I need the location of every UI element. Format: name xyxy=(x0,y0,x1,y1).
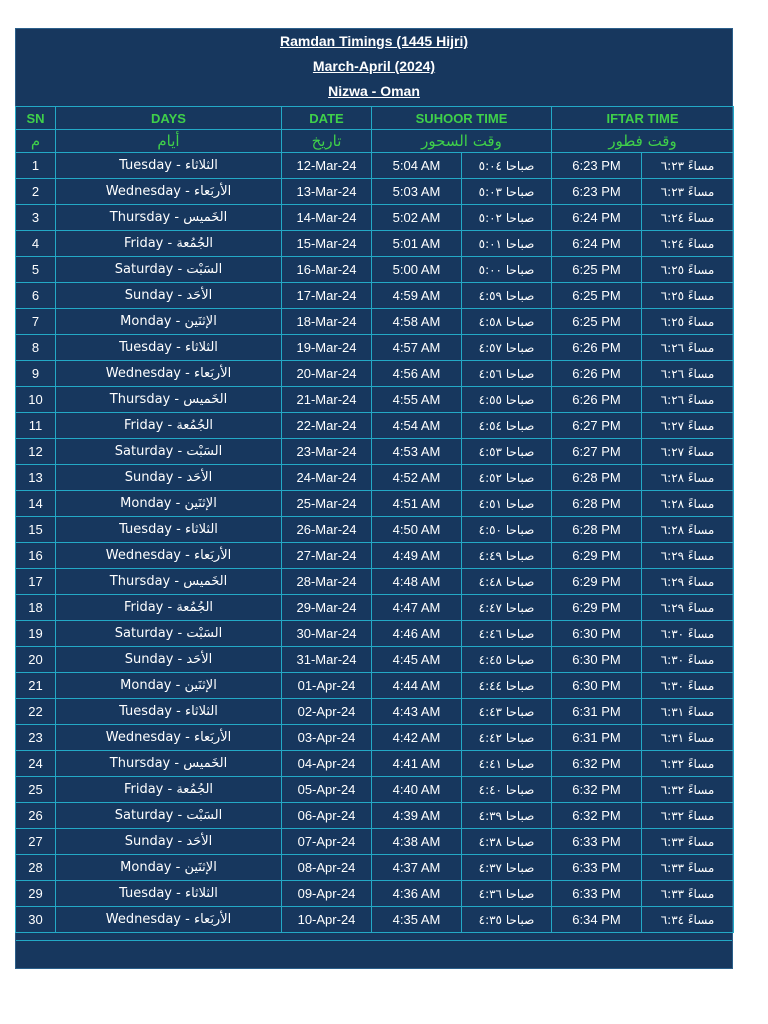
cell-day: Friday - الجُمُعة xyxy=(56,777,282,803)
cell-suhoor: 4:39 AM xyxy=(372,803,462,829)
cell-suhoor-ar: صباحا ٥:٠٣ xyxy=(462,179,552,205)
table-row xyxy=(16,231,734,257)
cell-suhoor-ar: صباحا ٤:٤٤ xyxy=(462,673,552,699)
cell-sn: 7 xyxy=(16,309,56,335)
cell-date: 14-Mar-24 xyxy=(282,205,372,231)
cell-suhoor: 4:58 AM xyxy=(372,309,462,335)
cell-iftar: 6:23 PM xyxy=(552,179,642,205)
cell-suhoor-ar: صباحا ٤:٣٩ xyxy=(462,803,552,829)
table-row xyxy=(16,569,734,595)
cell-suhoor-ar: صباحا ٤:٤٩ xyxy=(462,543,552,569)
cell-sn: 6 xyxy=(16,283,56,309)
page-subtitle: March-April (2024) xyxy=(312,58,436,74)
cell-day: Friday - الجُمُعة xyxy=(56,595,282,621)
cell-sn: 21 xyxy=(16,673,56,699)
cell-day: Sunday - الأحَد xyxy=(56,465,282,491)
cell-iftar-ar: مساءً ٦:٢٨ xyxy=(642,465,734,491)
cell-iftar-ar: مساءً ٦:٣٣ xyxy=(642,829,734,855)
timetable-sheet xyxy=(15,28,733,969)
cell-iftar: 6:30 PM xyxy=(552,673,642,699)
cell-iftar-ar: مساءً ٦:٣٣ xyxy=(642,881,734,907)
cell-suhoor: 4:44 AM xyxy=(372,673,462,699)
table-row xyxy=(16,361,734,387)
cell-sn: 2 xyxy=(16,179,56,205)
table-row xyxy=(16,647,734,673)
cell-suhoor: 4:48 AM xyxy=(372,569,462,595)
cell-iftar-ar: مساءً ٦:٣٢ xyxy=(642,803,734,829)
cell-day: Monday - الإثنَين xyxy=(56,855,282,881)
table-row xyxy=(16,309,734,335)
cell-iftar-ar: مساءً ٦:٢٧ xyxy=(642,439,734,465)
cell-iftar: 6:32 PM xyxy=(552,803,642,829)
cell-day: Friday - الجُمُعة xyxy=(56,413,282,439)
table-row xyxy=(16,153,734,179)
col-iftar-ar: وقت فطور xyxy=(552,130,734,153)
cell-date: 03-Apr-24 xyxy=(282,725,372,751)
cell-iftar: 6:30 PM xyxy=(552,621,642,647)
cell-sn: 10 xyxy=(16,387,56,413)
cell-sn: 16 xyxy=(16,543,56,569)
col-iftar: IFTAR TIME xyxy=(552,107,734,130)
cell-suhoor-ar: صباحا ٤:٤٦ xyxy=(462,621,552,647)
cell-iftar-ar: مساءً ٦:٢٩ xyxy=(642,543,734,569)
cell-suhoor: 4:45 AM xyxy=(372,647,462,673)
cell-iftar: 6:31 PM xyxy=(552,725,642,751)
cell-suhoor-ar: صباحا ٤:٥٨ xyxy=(462,309,552,335)
cell-day: Thursday - الخَميس xyxy=(56,569,282,595)
cell-iftar-ar: مساءً ٦:٢٤ xyxy=(642,205,734,231)
cell-iftar: 6:24 PM xyxy=(552,205,642,231)
cell-iftar-ar: مساءً ٦:٢٩ xyxy=(642,595,734,621)
cell-suhoor: 5:02 AM xyxy=(372,205,462,231)
cell-iftar-ar: مساءً ٦:٣١ xyxy=(642,699,734,725)
cell-iftar-ar: مساءً ٦:٣١ xyxy=(642,725,734,751)
table-row xyxy=(16,803,734,829)
table-row xyxy=(16,699,734,725)
cell-sn: 4 xyxy=(16,231,56,257)
cell-sn: 14 xyxy=(16,491,56,517)
col-days-ar: أيام xyxy=(56,130,282,153)
cell-day: Sunday - الأحَد xyxy=(56,829,282,855)
cell-date: 04-Apr-24 xyxy=(282,751,372,777)
cell-iftar-ar: مساءً ٦:٢٥ xyxy=(642,257,734,283)
cell-date: 15-Mar-24 xyxy=(282,231,372,257)
cell-date: 19-Mar-24 xyxy=(282,335,372,361)
cell-day: Thursday - الخَميس xyxy=(56,751,282,777)
table-row xyxy=(16,413,734,439)
cell-date: 22-Mar-24 xyxy=(282,413,372,439)
cell-day: Wednesday - الأربَعاء xyxy=(56,907,282,933)
title-block xyxy=(16,29,732,104)
cell-iftar: 6:26 PM xyxy=(552,361,642,387)
cell-suhoor-ar: صباحا ٤:٥٧ xyxy=(462,335,552,361)
table-row xyxy=(16,257,734,283)
cell-iftar: 6:33 PM xyxy=(552,855,642,881)
cell-suhoor: 4:55 AM xyxy=(372,387,462,413)
cell-sn: 28 xyxy=(16,855,56,881)
cell-sn: 1 xyxy=(16,153,56,179)
cell-sn: 22 xyxy=(16,699,56,725)
cell-iftar-ar: مساءً ٦:٢٧ xyxy=(642,413,734,439)
cell-suhoor-ar: صباحا ٤:٤٧ xyxy=(462,595,552,621)
cell-iftar: 6:30 PM xyxy=(552,647,642,673)
cell-date: 25-Mar-24 xyxy=(282,491,372,517)
cell-date: 26-Mar-24 xyxy=(282,517,372,543)
table-row xyxy=(16,829,734,855)
cell-suhoor-ar: صباحا ٥:٠٢ xyxy=(462,205,552,231)
cell-suhoor: 4:46 AM xyxy=(372,621,462,647)
cell-sn: 25 xyxy=(16,777,56,803)
table-row xyxy=(16,335,734,361)
cell-suhoor: 5:00 AM xyxy=(372,257,462,283)
cell-sn: 8 xyxy=(16,335,56,361)
location-label: Nizwa - Oman xyxy=(328,83,420,99)
cell-suhoor-ar: صباحا ٤:٣٥ xyxy=(462,907,552,933)
cell-sn: 27 xyxy=(16,829,56,855)
cell-sn: 9 xyxy=(16,361,56,387)
page-title: Ramdan Timings (1445 Hijri) xyxy=(279,33,468,49)
cell-suhoor: 4:52 AM xyxy=(372,465,462,491)
cell-suhoor: 4:53 AM xyxy=(372,439,462,465)
cell-sn: 23 xyxy=(16,725,56,751)
cell-date: 08-Apr-24 xyxy=(282,855,372,881)
cell-iftar: 6:27 PM xyxy=(552,439,642,465)
cell-iftar: 6:25 PM xyxy=(552,283,642,309)
table-row xyxy=(16,777,734,803)
cell-suhoor-ar: صباحا ٤:٥٦ xyxy=(462,361,552,387)
cell-iftar: 6:26 PM xyxy=(552,335,642,361)
cell-suhoor-ar: صباحا ٤:٣٨ xyxy=(462,829,552,855)
cell-date: 30-Mar-24 xyxy=(282,621,372,647)
cell-iftar-ar: مساءً ٦:٣٤ xyxy=(642,907,734,933)
table-row xyxy=(16,205,734,231)
cell-sn: 26 xyxy=(16,803,56,829)
cell-iftar: 6:33 PM xyxy=(552,829,642,855)
cell-iftar-ar: مساءً ٦:٣٢ xyxy=(642,777,734,803)
cell-suhoor-ar: صباحا ٤:٥٤ xyxy=(462,413,552,439)
cell-iftar: 6:29 PM xyxy=(552,595,642,621)
cell-date: 18-Mar-24 xyxy=(282,309,372,335)
cell-suhoor-ar: صباحا ٥:٠١ xyxy=(462,231,552,257)
cell-day: Thursday - الخَميس xyxy=(56,205,282,231)
cell-suhoor: 4:35 AM xyxy=(372,907,462,933)
cell-suhoor-ar: صباحا ٥:٠٠ xyxy=(462,257,552,283)
table-row xyxy=(16,179,734,205)
table-row xyxy=(16,751,734,777)
table-row xyxy=(16,907,734,933)
cell-date: 17-Mar-24 xyxy=(282,283,372,309)
cell-date: 23-Mar-24 xyxy=(282,439,372,465)
cell-iftar-ar: مساءً ٦:٢٨ xyxy=(642,517,734,543)
cell-iftar: 6:33 PM xyxy=(552,881,642,907)
cell-iftar-ar: مساءً ٦:٣٠ xyxy=(642,647,734,673)
cell-day: Thursday - الخَميس xyxy=(56,387,282,413)
cell-suhoor-ar: صباحا ٤:٥٢ xyxy=(462,465,552,491)
cell-suhoor: 4:50 AM xyxy=(372,517,462,543)
cell-sn: 12 xyxy=(16,439,56,465)
table-row xyxy=(16,881,734,907)
cell-iftar-ar: مساءً ٦:٢٩ xyxy=(642,569,734,595)
cell-suhoor: 4:43 AM xyxy=(372,699,462,725)
cell-day: Monday - الإثنَين xyxy=(56,309,282,335)
cell-sn: 29 xyxy=(16,881,56,907)
table-row xyxy=(16,621,734,647)
cell-sn: 19 xyxy=(16,621,56,647)
cell-day: Sunday - الأحَد xyxy=(56,283,282,309)
cell-date: 24-Mar-24 xyxy=(282,465,372,491)
cell-day: Saturday - السَبْت xyxy=(56,257,282,283)
cell-suhoor-ar: صباحا ٤:٤٨ xyxy=(462,569,552,595)
cell-sn: 30 xyxy=(16,907,56,933)
cell-suhoor: 4:38 AM xyxy=(372,829,462,855)
table-footer xyxy=(16,940,732,968)
table-row xyxy=(16,491,734,517)
cell-iftar: 6:34 PM xyxy=(552,907,642,933)
table-row xyxy=(16,673,734,699)
cell-iftar: 6:32 PM xyxy=(552,751,642,777)
cell-iftar: 6:31 PM xyxy=(552,699,642,725)
cell-date: 31-Mar-24 xyxy=(282,647,372,673)
cell-date: 10-Apr-24 xyxy=(282,907,372,933)
table-row xyxy=(16,465,734,491)
cell-sn: 13 xyxy=(16,465,56,491)
cell-iftar-ar: مساءً ٦:٢٦ xyxy=(642,387,734,413)
cell-iftar: 6:28 PM xyxy=(552,465,642,491)
cell-sn: 15 xyxy=(16,517,56,543)
cell-iftar-ar: مساءً ٦:٢٦ xyxy=(642,335,734,361)
cell-day: Wednesday - الأربَعاء xyxy=(56,543,282,569)
cell-suhoor: 4:49 AM xyxy=(372,543,462,569)
col-days: DAYS xyxy=(56,107,282,130)
table-row xyxy=(16,439,734,465)
col-date-ar: تاريخ xyxy=(282,130,372,153)
cell-iftar: 6:25 PM xyxy=(552,257,642,283)
cell-iftar: 6:24 PM xyxy=(552,231,642,257)
cell-suhoor: 4:36 AM xyxy=(372,881,462,907)
table-row xyxy=(16,855,734,881)
cell-iftar: 6:26 PM xyxy=(552,387,642,413)
table-row xyxy=(16,517,734,543)
cell-date: 02-Apr-24 xyxy=(282,699,372,725)
cell-suhoor-ar: صباحا ٤:٥٣ xyxy=(462,439,552,465)
cell-day: Tuesday - الثلاثاء xyxy=(56,881,282,907)
cell-day: Monday - الإثنَين xyxy=(56,673,282,699)
cell-iftar: 6:32 PM xyxy=(552,777,642,803)
cell-date: 09-Apr-24 xyxy=(282,881,372,907)
cell-date: 21-Mar-24 xyxy=(282,387,372,413)
cell-iftar-ar: مساءً ٦:٣٣ xyxy=(642,855,734,881)
col-date: DATE xyxy=(282,107,372,130)
cell-iftar: 6:28 PM xyxy=(552,491,642,517)
cell-suhoor: 4:37 AM xyxy=(372,855,462,881)
cell-suhoor-ar: صباحا ٤:٣٦ xyxy=(462,881,552,907)
table-row xyxy=(16,595,734,621)
cell-day: Friday - الجُمُعة xyxy=(56,231,282,257)
cell-date: 12-Mar-24 xyxy=(282,153,372,179)
cell-day: Tuesday - الثلاثاء xyxy=(56,699,282,725)
cell-iftar: 6:27 PM xyxy=(552,413,642,439)
cell-suhoor-ar: صباحا ٤:٥١ xyxy=(462,491,552,517)
cell-suhoor: 4:56 AM xyxy=(372,361,462,387)
cell-day: Tuesday - الثلاثاء xyxy=(56,335,282,361)
cell-suhoor-ar: صباحا ٥:٠٤ xyxy=(462,153,552,179)
cell-sn: 18 xyxy=(16,595,56,621)
cell-sn: 11 xyxy=(16,413,56,439)
cell-suhoor: 4:59 AM xyxy=(372,283,462,309)
cell-suhoor-ar: صباحا ٤:٥٥ xyxy=(462,387,552,413)
cell-date: 27-Mar-24 xyxy=(282,543,372,569)
cell-iftar-ar: مساءً ٦:٢٦ xyxy=(642,361,734,387)
cell-suhoor: 5:03 AM xyxy=(372,179,462,205)
cell-sn: 24 xyxy=(16,751,56,777)
cell-iftar: 6:29 PM xyxy=(552,569,642,595)
cell-iftar-ar: مساءً ٦:٢٣ xyxy=(642,179,734,205)
cell-iftar-ar: مساءً ٦:٣٢ xyxy=(642,751,734,777)
cell-iftar: 6:28 PM xyxy=(552,517,642,543)
cell-suhoor-ar: صباحا ٤:٤٠ xyxy=(462,777,552,803)
cell-date: 20-Mar-24 xyxy=(282,361,372,387)
cell-day: Wednesday - الأربَعاء xyxy=(56,725,282,751)
header-row xyxy=(16,107,734,130)
cell-date: 07-Apr-24 xyxy=(282,829,372,855)
cell-sn: 3 xyxy=(16,205,56,231)
cell-date: 28-Mar-24 xyxy=(282,569,372,595)
cell-iftar-ar: مساءً ٦:٢٤ xyxy=(642,231,734,257)
cell-suhoor: 4:57 AM xyxy=(372,335,462,361)
cell-suhoor: 4:41 AM xyxy=(372,751,462,777)
cell-sn: 20 xyxy=(16,647,56,673)
cell-day: Saturday - السَبْت xyxy=(56,439,282,465)
cell-iftar-ar: مساءً ٦:٢٥ xyxy=(642,309,734,335)
cell-iftar-ar: مساءً ٦:٢٣ xyxy=(642,153,734,179)
col-sn: SN xyxy=(16,107,56,130)
cell-iftar-ar: مساءً ٦:٢٨ xyxy=(642,491,734,517)
cell-suhoor-ar: صباحا ٤:٤٢ xyxy=(462,725,552,751)
col-suhoor-ar: وقت السحور xyxy=(372,130,552,153)
cell-suhoor: 4:54 AM xyxy=(372,413,462,439)
cell-suhoor-ar: صباحا ٤:٤٥ xyxy=(462,647,552,673)
cell-day: Wednesday - الأربَعاء xyxy=(56,179,282,205)
cell-suhoor: 4:51 AM xyxy=(372,491,462,517)
table-row xyxy=(16,387,734,413)
cell-date: 05-Apr-24 xyxy=(282,777,372,803)
cell-suhoor-ar: صباحا ٤:٥٩ xyxy=(462,283,552,309)
cell-day: Tuesday - الثلاثاء xyxy=(56,517,282,543)
cell-suhoor-ar: صباحا ٤:٥٠ xyxy=(462,517,552,543)
table-row xyxy=(16,725,734,751)
cell-suhoor: 5:04 AM xyxy=(372,153,462,179)
cell-date: 13-Mar-24 xyxy=(282,179,372,205)
cell-sn: 5 xyxy=(16,257,56,283)
cell-day: Sunday - الأحَد xyxy=(56,647,282,673)
cell-iftar: 6:29 PM xyxy=(552,543,642,569)
cell-day: Wednesday - الأربَعاء xyxy=(56,361,282,387)
timings-table xyxy=(15,106,734,933)
cell-sn: 17 xyxy=(16,569,56,595)
cell-date: 16-Mar-24 xyxy=(282,257,372,283)
cell-date: 01-Apr-24 xyxy=(282,673,372,699)
cell-day: Tuesday - الثلاثاء xyxy=(56,153,282,179)
cell-iftar: 6:25 PM xyxy=(552,309,642,335)
cell-suhoor-ar: صباحا ٤:٤١ xyxy=(462,751,552,777)
col-suhoor: SUHOOR TIME xyxy=(372,107,552,130)
cell-iftar: 6:23 PM xyxy=(552,153,642,179)
col-sn-ar: م xyxy=(16,130,56,153)
cell-suhoor-ar: صباحا ٤:٤٣ xyxy=(462,699,552,725)
cell-suhoor: 4:40 AM xyxy=(372,777,462,803)
table-row xyxy=(16,543,734,569)
header-row-arabic xyxy=(16,130,734,153)
cell-day: Saturday - السَبْت xyxy=(56,621,282,647)
cell-suhoor-ar: صباحا ٤:٣٧ xyxy=(462,855,552,881)
cell-day: Monday - الإثنَين xyxy=(56,491,282,517)
cell-suhoor: 4:42 AM xyxy=(372,725,462,751)
cell-iftar-ar: مساءً ٦:٢٥ xyxy=(642,283,734,309)
cell-iftar-ar: مساءً ٦:٣٠ xyxy=(642,621,734,647)
cell-date: 06-Apr-24 xyxy=(282,803,372,829)
cell-suhoor: 4:47 AM xyxy=(372,595,462,621)
table-row xyxy=(16,283,734,309)
cell-date: 29-Mar-24 xyxy=(282,595,372,621)
cell-iftar-ar: مساءً ٦:٣٠ xyxy=(642,673,734,699)
cell-suhoor: 5:01 AM xyxy=(372,231,462,257)
cell-day: Saturday - السَبْت xyxy=(56,803,282,829)
